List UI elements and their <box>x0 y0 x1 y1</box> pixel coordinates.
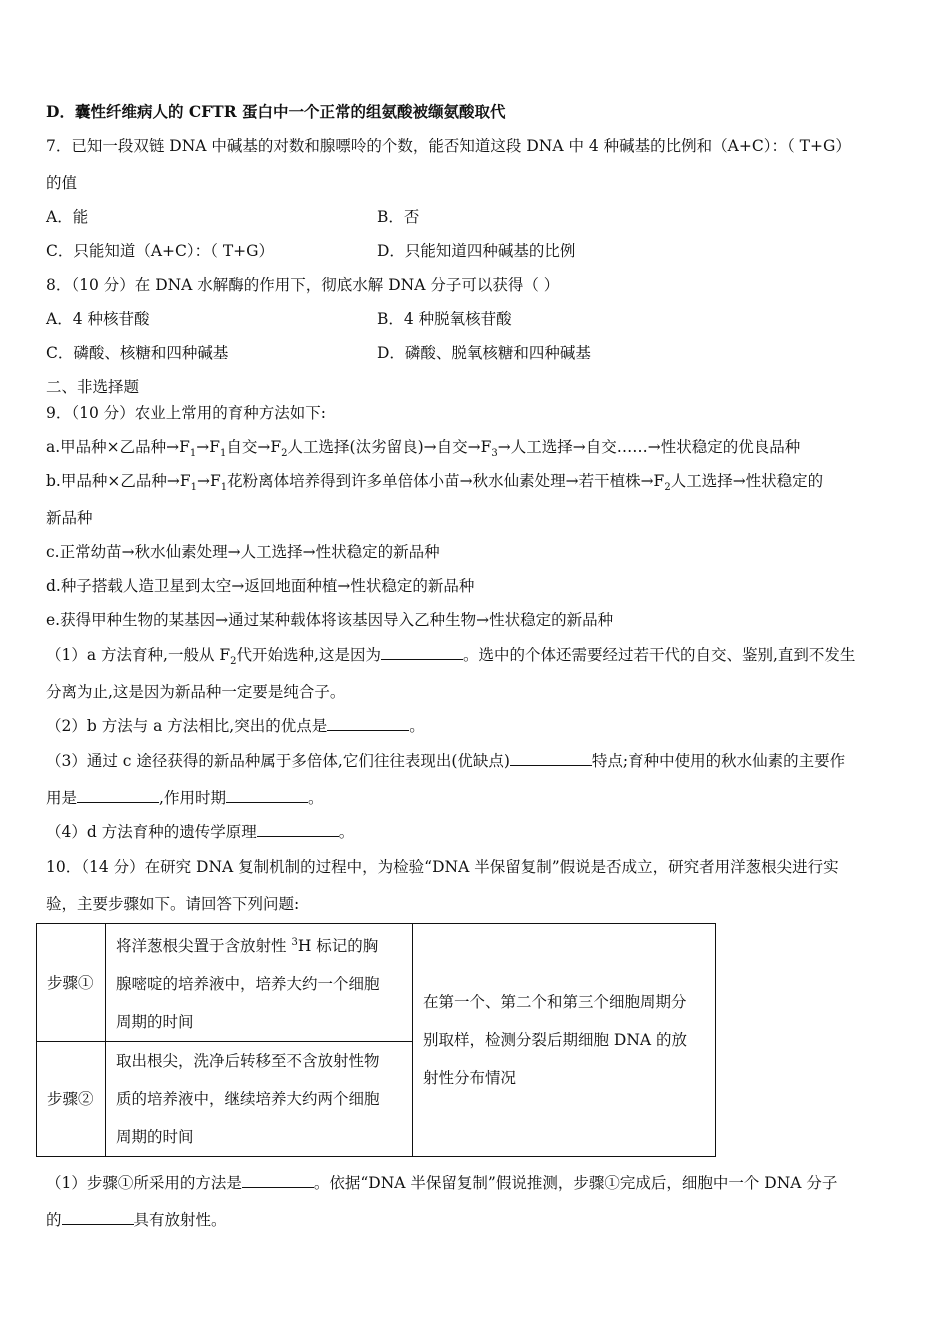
method-e: e.获得甲种生物的某基因→通过某种载体将该基因导入乙种生物→性状稳定的新品种 <box>46 611 614 629</box>
answer-blank[interactable] <box>257 822 339 837</box>
answer-blank[interactable] <box>510 751 592 766</box>
answer-blank[interactable] <box>327 716 409 731</box>
answer-blank[interactable] <box>226 788 308 803</box>
question-7-option-a: A．能 <box>46 208 89 226</box>
question-10-stem-cont: 验，主要步骤如下。请回答下列问题: <box>46 895 300 913</box>
step-1-label: 步骤① <box>37 924 106 1042</box>
question-10-sub-1-cont: 的 具有放射性。 <box>46 1211 227 1229</box>
step-2-label: 步骤② <box>37 1042 106 1157</box>
question-10-stem: 10．（14 分）在研究 DNA 复制机制的过程中，为检验“DNA 半保留复制”假说是否成立，研究者用洋葱根尖进行实 <box>46 858 839 876</box>
question-9-sub-4: （4）d 方法育种的遗传学原理 。 <box>46 823 355 841</box>
method-b: b.甲品种×乙品种$\to F_1\to F_1$花粉离体培养得到许多单倍体小苗→秋水仙素处理→若干植株$\to F_2$人工选择→性状稳定的 <box>46 472 824 494</box>
answer-blank[interactable] <box>77 788 159 803</box>
table-row <box>37 924 716 1042</box>
answer-blank[interactable] <box>62 1210 134 1225</box>
question-7-option-c: C．只能知道（A+C）：（ T+G） <box>46 242 275 260</box>
method-a: a.甲品种×乙品种$\to F_1\to F_1$自交$\to F_2$人工选择(汰劣留良)→自交$\to F_3\to$人工选择→自交……→性状稳定的优良品种 <box>46 438 801 460</box>
question-9-sub-1: （1）a 方法育种,一般从 $F_2$代开始选种,这是因为 。选中的个体还需要经过若干代的自交、鉴别,直到不发生 <box>46 646 856 668</box>
section-title: 二、非选择题 <box>46 378 140 396</box>
method-c: c.正常幼苗→秋水仙素处理→人工选择→性状稳定的新品种 <box>46 543 440 561</box>
question-7-stem: 7．已知一段双链 DNA 中碱基的对数和腺嘌呤的个数，能否知道这段 DNA 中 4 种碱基的比例和（A+C）：（ T+G） <box>46 137 851 155</box>
question-8-stem: 8．（10 分）在 DNA 水解酶的作用下，彻底水解 DNA 分子可以获得（ ） <box>46 276 560 294</box>
question-9-stem: 9．（10 分）农业上常用的育种方法如下: <box>46 404 326 422</box>
step-1-content: 将洋葱根尖置于含放射性 $^3$H 标记的胸 腺嘧啶的培养液中，培养大约一个细胞 周期的时间 <box>106 924 413 1042</box>
question-7-option-b: B．否 <box>377 208 420 226</box>
question-9-sub-3: （3）通过 c 途径获得的新品种属于多倍体,它们往往表现出(优缺点) 特点;育种中使用的秋水仙素的主要作 <box>46 752 846 770</box>
question-9-sub-1-cont: 分离为止,这是因为新品种一定要是纯合子。 <box>46 683 346 701</box>
question-9-sub-3-cont: 用是 ,作用时期 。 <box>46 789 324 807</box>
step-2-content: 取出根尖，洗净后转移至不含放射性物 质的培养液中，继续培养大约两个细胞 周期的时间 <box>106 1042 413 1157</box>
question-8-option-b: B．4 种脱氧核苷酸 <box>377 310 512 328</box>
answer-blank[interactable] <box>242 1173 314 1188</box>
question-7-option-d: D．只能知道四种碱基的比例 <box>377 242 576 260</box>
question-8-option-a: A．4 种核苷酸 <box>46 310 150 328</box>
question-9-sub-2: （2）b 方法与 a 方法相比,突出的优点是 。 <box>46 717 425 735</box>
question-8-option-c: C．磷酸、核糖和四种碱基 <box>46 344 229 362</box>
question-10-sub-1: （1）步骤①所采用的方法是 。依据“DNA 半保留复制”假说推测，步骤①完成后，细胞中一个 DNA 分子 <box>46 1174 838 1192</box>
question-6-option-d: D．囊性纤维病人的 CFTR 蛋白中一个正常的组氨酸被缬氨酸取代 <box>46 102 506 121</box>
answer-blank[interactable] <box>381 645 463 660</box>
question-8-option-d: D．磷酸、脱氧核糖和四种碱基 <box>377 344 591 362</box>
question-7-stem-cont: 的值 <box>46 174 78 192</box>
detection-content: 在第一个、第二个和第三个细胞周期分 别取样，检测分裂后期细胞 DNA 的放 射性分布情况 <box>413 924 716 1157</box>
method-d: d.种子搭载人造卫星到太空→返回地面种植→性状稳定的新品种 <box>46 577 475 595</box>
method-b-cont: 新品种 <box>46 509 93 527</box>
steps-table <box>36 923 716 1157</box>
